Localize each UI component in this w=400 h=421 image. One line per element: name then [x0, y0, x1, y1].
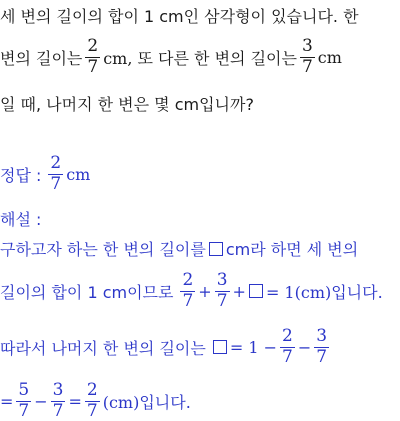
solution-text-3a: 따라서 나머지 한 변의 길이는: [0, 338, 206, 358]
answer-unit: cm: [66, 164, 91, 184]
question-line-3: [0, 92, 254, 115]
solution-line-3: [0, 328, 332, 367]
question-text-2c: cm: [317, 47, 342, 67]
equals-sign: =: [0, 391, 14, 411]
minus-sign: −: [297, 337, 312, 357]
blank-box: [249, 284, 263, 298]
question-text-2a: 변의 길이는: [0, 48, 83, 68]
question-text-2b: cm, 또 다른 한 변의 길이는: [103, 48, 297, 68]
answer-line: [0, 155, 90, 194]
answer-fraction: $\frac{2}{7}$: [50, 153, 62, 194]
answer-label: 정답 :: [0, 165, 42, 185]
sol-fraction-2-7c: $\frac{2}{7}$: [86, 380, 98, 421]
fraction-3-7: $\frac{3}{7}$: [301, 36, 313, 77]
plus-sign: +: [232, 281, 246, 301]
solution-line-2: [0, 272, 383, 311]
solution-line-1: [0, 237, 358, 260]
solution-text-3b: = 1 −: [229, 337, 277, 357]
solution-label-line: [0, 207, 41, 230]
question-text-1: 세 변의 길이의 합이 1 cm인 삼각형이 있습니다. 한: [0, 7, 359, 26]
sol-fraction-3-7b: $\frac{3}{7}$: [316, 326, 328, 367]
equals-sign: =: [68, 391, 82, 411]
blank-box: [213, 340, 227, 354]
solution-text-1a: 구하고자 하는 한 변의 길이를: [0, 240, 206, 259]
solution-line-4: [0, 382, 191, 421]
question-line-2: [0, 38, 342, 77]
sol-fraction-3-7c: $\frac{3}{7}$: [52, 380, 64, 421]
solution-text-2a: 길이의 합이 1 cm이므로: [0, 282, 174, 302]
sol-fraction-2-7b: $\frac{2}{7}$: [282, 326, 293, 367]
solution-text-2b: = 1(cm)입니다.: [265, 282, 383, 302]
sol-fraction-2-7: $\frac{2}{7}$: [182, 270, 194, 311]
solution-text-1b: cm라 하면 세 변의: [225, 240, 359, 259]
minus-sign: −: [34, 391, 48, 411]
solution-text-4b: (cm)입니다.: [102, 392, 191, 412]
question-text-3: 일 때, 나머지 한 변은 몇 cm입니까?: [0, 95, 254, 114]
plus-sign: +: [198, 281, 212, 301]
question-line-1: [0, 4, 359, 27]
sol-fraction-5-7: $\frac{5}{7}$: [18, 380, 30, 421]
solution-label: 해설 :: [0, 210, 42, 229]
sol-fraction-3-7: $\frac{3}{7}$: [216, 270, 228, 311]
fraction-2-7: $\frac{2}{7}$: [87, 36, 99, 77]
blank-box: [209, 242, 223, 256]
